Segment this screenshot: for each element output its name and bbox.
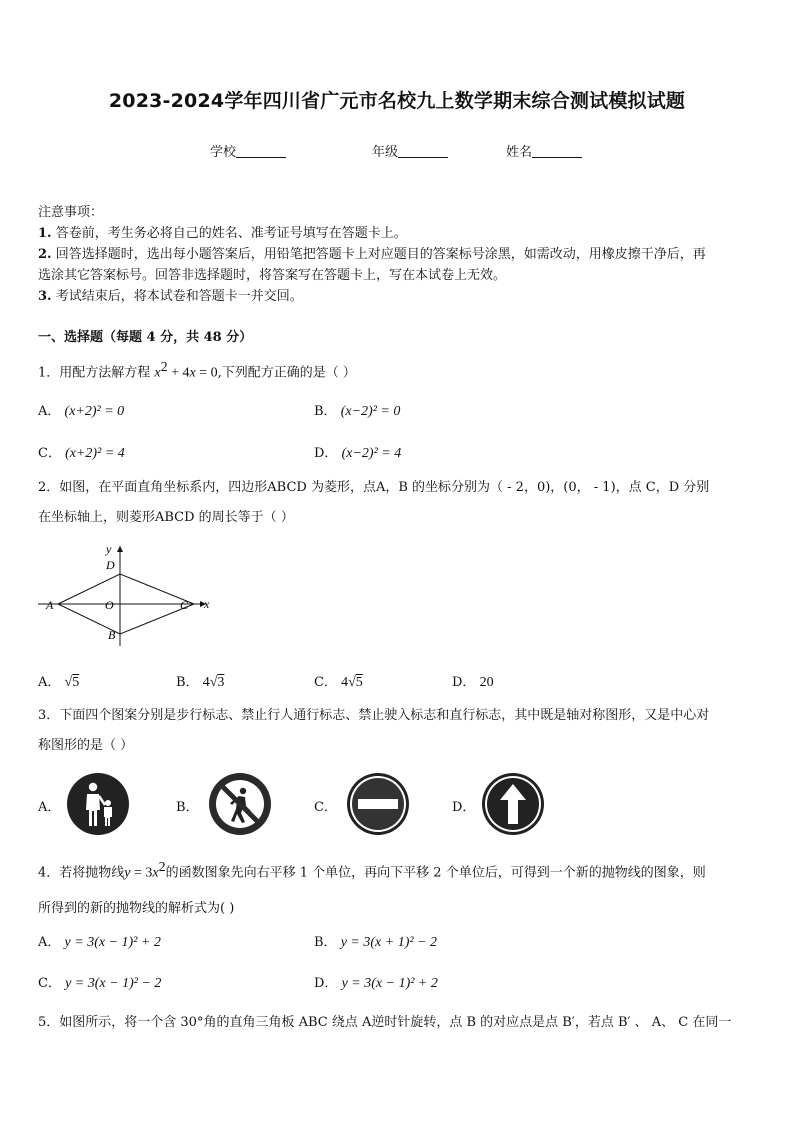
grade-blank bbox=[398, 144, 448, 158]
section-heading: 一、选择题（每题 4 分，共 48 分） bbox=[38, 330, 253, 345]
question-4: 4．若将抛物线$y = 3x^2$的函数图象先向右平移 1 个单位，再向下平移 2 个单位后，可得到一个新的抛物线的图象，则 所得到的新的抛物线的解析式为( ) bbox=[38, 860, 706, 917]
q4-option-a: A． y = 3(x − 1)² + 2 bbox=[38, 935, 161, 950]
q4-option-c: C． y = 3(x − 1)² − 2 bbox=[38, 976, 162, 991]
instruction-2-cont: 选涂其它答案标号。回答非选择题时，将答案写在答题卡上，写在本试卷上无效。 bbox=[38, 268, 507, 283]
no-entry-sign-icon bbox=[346, 772, 410, 836]
no-pedestrians-sign-icon bbox=[208, 772, 272, 836]
y-axis-arrow bbox=[117, 546, 123, 552]
q2-option-d: D． 20 bbox=[452, 675, 494, 690]
q1-option-a: A． (x+2)² = 0 bbox=[38, 404, 125, 419]
question-2: 2．如图，在平面直角坐标系内，四边形ABCD 为菱形，点A，B 的坐标分别为（ - 2，0)，(0， - 1)，点 C，D 分别 在坐标轴上，则菱形ABCD 的周长等于（ ） bbox=[38, 480, 710, 525]
walking-sign-icon bbox=[66, 772, 130, 836]
q3-option-d-letter: D． bbox=[452, 800, 476, 815]
label-c: C bbox=[180, 598, 189, 612]
name-label: 姓名 bbox=[506, 145, 533, 160]
q4-option-d: D． y = 3(x − 1)² + 2 bbox=[314, 976, 438, 991]
q1-option-b: B． (x−2)² = 0 bbox=[314, 404, 401, 419]
instructions-heading: 注意事项： bbox=[38, 205, 104, 220]
q3-option-c-letter: C． bbox=[314, 800, 337, 815]
q1-option-d: D． (x−2)² = 4 bbox=[314, 446, 402, 461]
label-x: x bbox=[204, 597, 210, 611]
q3-option-a-letter: A． bbox=[38, 800, 61, 815]
exam-title: 2023-2024学年四川省广元市名校九上数学期末综合测试模拟试题 bbox=[108, 90, 686, 112]
instruction-2: 2. 回答选择题时，选出每小题答案后，用铅笔把答题卡上对应题目的答案标号涂黑，如需改动，用橡皮擦干净后，再 bbox=[38, 247, 706, 262]
question-3: 3．下面四个图案分别是步行标志、禁止行人通行标志、禁止驶入标志和直行标志，其中既是轴对称图形，又是中心对 称图形的是（ ） bbox=[38, 708, 710, 753]
instruction-3: 3. 考试结束后，将本试卷和答题卡一并交回。 bbox=[38, 289, 303, 304]
rhombus-figure bbox=[36, 538, 216, 650]
grade-label: 年级 bbox=[372, 145, 399, 160]
name-blank bbox=[532, 144, 582, 158]
q4-option-b: B． y = 3(x + 1)² − 2 bbox=[314, 935, 437, 950]
instruction-1: 1. 答卷前，考生务必将自己的姓名、准考证号填写在答题卡上。 bbox=[38, 226, 407, 241]
school-blank bbox=[236, 144, 286, 158]
q2-option-b: B． 4√3 bbox=[176, 675, 225, 690]
label-a: A bbox=[46, 598, 54, 612]
label-o: O bbox=[105, 598, 114, 612]
straight-ahead-sign-icon bbox=[481, 772, 545, 836]
q2-option-c: C． 4√5 bbox=[314, 675, 363, 690]
q1-option-c: C． (x+2)² = 4 bbox=[38, 446, 125, 461]
school-field bbox=[210, 141, 286, 160]
instructions bbox=[38, 202, 760, 307]
label-y: y bbox=[106, 542, 112, 556]
school-label: 学校 bbox=[210, 145, 237, 160]
name-field bbox=[506, 141, 582, 160]
label-d: D bbox=[106, 558, 115, 572]
q3-option-b-letter: B． bbox=[176, 800, 199, 815]
question-5: 5．如图所示，将一个含 30°角的直角三角板 ABC 绕点 A逆时针旋转，点 B 的对应点是点 B′，若点 B′ 、 A、 C 在同一 bbox=[38, 1015, 732, 1030]
label-b: B bbox=[108, 628, 116, 642]
question-1: 1．用配方法解方程 $x^2 + 4x = 0$,下列配方正确的是（ ） bbox=[38, 360, 356, 381]
q2-option-a: A． √5 bbox=[38, 675, 80, 690]
grade-field bbox=[372, 141, 448, 160]
